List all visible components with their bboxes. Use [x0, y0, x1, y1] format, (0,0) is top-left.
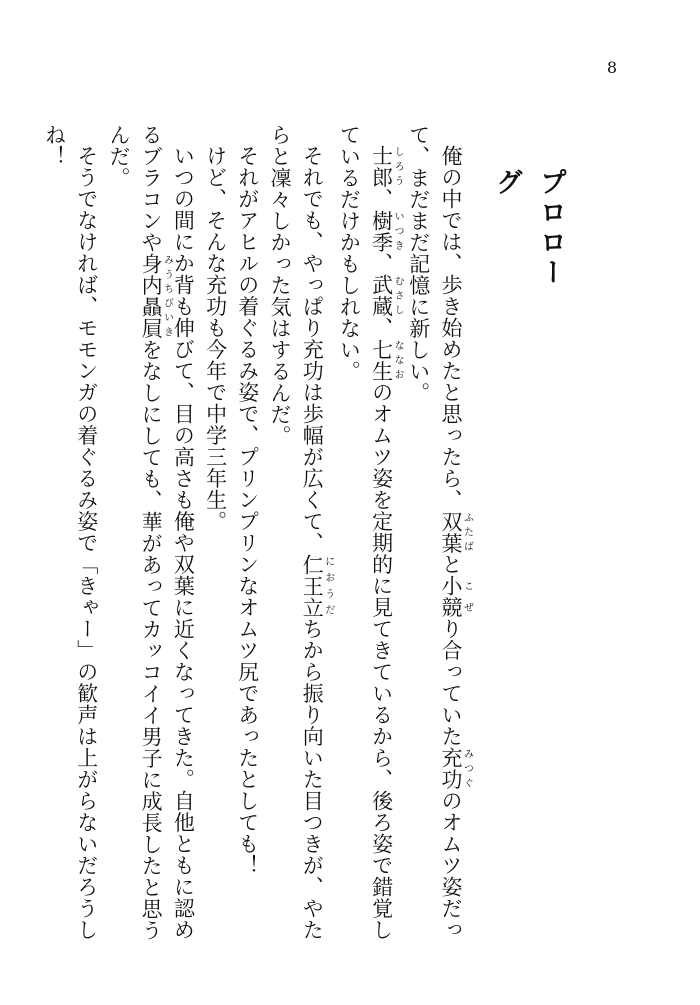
ruby-word: 双葉ふたば [439, 510, 473, 554]
ruby-word: 充功みつぐ [439, 747, 473, 790]
ruby-word: 仁王立におうだ [300, 553, 334, 618]
body-text [42, 124, 473, 959]
text-run: 、 [369, 317, 394, 339]
ruby-word: 士郎しろう [369, 145, 404, 188]
text-run: そうでなければ、モモンガの着ぐるみ姿で「きゃー」の歓声は上がらないだろうしね！ [42, 124, 99, 941]
text-run: り合っていた [439, 618, 463, 747]
paragraph-6 [103, 124, 200, 959]
ruby-word: 小競こぜ [439, 575, 473, 618]
text-run: のオムツ姿だって、まだまだ記憶に新しい。 [406, 124, 463, 941]
text-run: 、 [369, 252, 394, 274]
paragraph-7 [38, 124, 102, 959]
paragraph-2 [333, 124, 402, 959]
ruby-word: 七生ななお [369, 338, 404, 382]
text-run: いつの間にか背も伸びて、目の高さも俺や双葉に近くなってきた。自他ともに認めるブラコンや [139, 124, 196, 941]
text-run: 俺の中では、歩き始めたと思ったら、 [439, 145, 463, 511]
ruby-word: 身内贔屓みうちびいき [139, 253, 173, 339]
paragraph-4 [232, 124, 264, 959]
chapter-title: プロローグ [491, 168, 566, 288]
paragraph-3 [264, 124, 333, 959]
text-run: それでも、やっぱり充功は歩幅が広くて、 [300, 145, 325, 554]
ruby-word: 武蔵むさし [369, 274, 404, 317]
text-run: のオムツ姿を定期的に見てきているから、後ろ姿で錯覚しているだけかもしれない。 [337, 124, 394, 941]
text-run: 、 [369, 188, 394, 210]
page-number: 8 [606, 58, 618, 77]
text-run: と [439, 553, 463, 575]
text-run: ちから振り向いた目つきが、やたらと凜々しかった気はするんだ。 [267, 124, 325, 941]
text-run: けど、そんな充功も今年で中学三年生。 [203, 145, 228, 532]
text-run: それがアヒルの着ぐるみ姿で、プリンプリンなオムツ尻であったとしても！ [235, 145, 260, 876]
paragraph-1 [403, 124, 472, 959]
text-run: をなしにしても、華があってカッコイイ男子に成長したと思うんだ。 [106, 124, 164, 941]
ruby-word: 樹季いつき [369, 209, 404, 253]
paragraph-5 [199, 124, 231, 959]
